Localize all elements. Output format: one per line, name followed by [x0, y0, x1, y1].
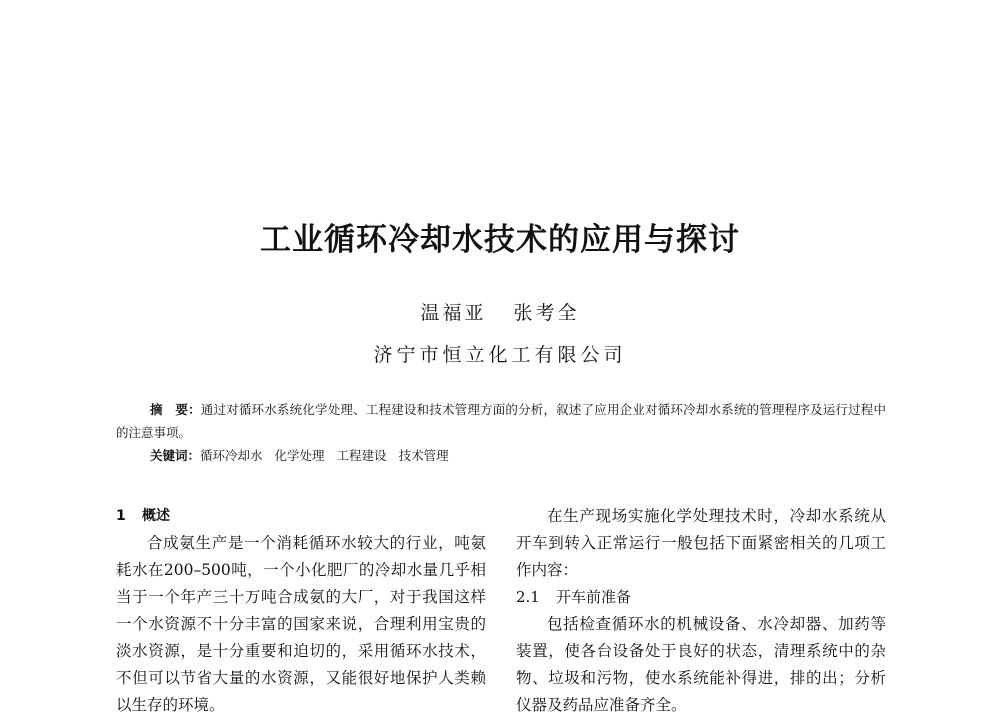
affiliation: 济宁市恒立化工有限公司 — [373, 344, 627, 366]
abstract-label: 摘 要： — [150, 402, 201, 417]
section-title: 概述 — [142, 508, 170, 524]
right-column — [516, 503, 886, 719]
body-paragraph: 在生产现场实施化学处理技术时，冷却水系统从开车到转入正常运行一般包括下面紧密相关的几项工作内容： — [516, 507, 886, 579]
keyword: 化学处理 — [274, 448, 325, 463]
left-column — [116, 503, 486, 719]
keywords-row — [116, 444, 886, 467]
subsection-title: 开车前准备 — [556, 588, 632, 606]
keyword: 技术管理 — [398, 448, 449, 463]
keyword: 工程建设 — [336, 448, 387, 463]
section-heading — [116, 503, 486, 530]
keyword: 循环冷却水 — [200, 448, 263, 463]
paper-title: 工业循环冷却水技术的应用与探讨 — [260, 222, 740, 258]
keywords-label: 关键词： — [150, 448, 201, 463]
authors: 温福亚 张考全 — [420, 302, 580, 324]
abstract-paragraph — [116, 398, 886, 444]
abstract-block — [116, 398, 886, 467]
section-number: 1 — [116, 508, 126, 524]
abstract-text: 通过对循环水系统化学处理、工程建设和技术管理方面的分析，叙述了应用企业对循环冷却水系统的管理程序及运行过程中的注意事项。 — [116, 402, 886, 440]
subsection-heading — [516, 584, 886, 611]
subsection-number: 2.1 — [516, 588, 540, 606]
subsection-paragraph: 包括检查循环水的机械设备、水冷却器、加药等装置，使各台设备处于良好的状态，清理系统中的杂物、垃圾和污物，使水系统能补得进，排的出；分析仪器及药品应准备齐全。 — [516, 615, 886, 714]
section-paragraph: 合成氨生产是一个消耗循环水较大的行业，吨氨耗水在200–500吨，一个小化肥厂的冷却水量几乎相当于一个年产三十万吨合成氨的大厂，对于我国这样一个水资源不十分丰富的国家来说，合理利用宝贵的淡水资源，是十分重要和迫切的，采用循环水技术，不但可以节省大量的水资源，又能很好地保护人类赖以生存的环境。 — [116, 534, 486, 714]
